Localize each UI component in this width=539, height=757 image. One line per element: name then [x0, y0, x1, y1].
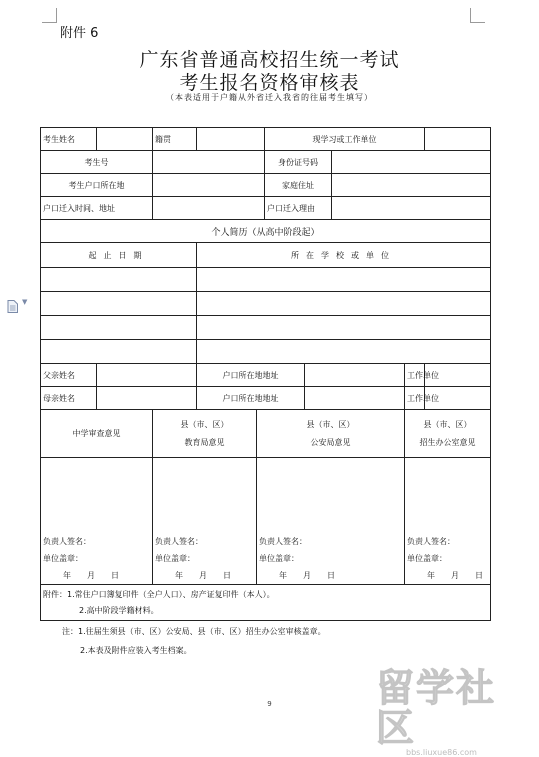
father-work-label: 工作单位	[405, 364, 425, 387]
signature-seal-label: 单位盖章：	[43, 554, 83, 563]
opinion-header-admissions	[405, 410, 491, 458]
signature-person-label: 负责人签名：	[43, 537, 91, 546]
resume-school-cell[interactable]	[197, 292, 491, 316]
watermark-logo	[376, 666, 531, 757]
page-title: 广东省普通高校招生统一考试	[139, 49, 400, 71]
mother-name-value[interactable]	[97, 387, 197, 410]
mother-hukou-label: 户口所在地地址	[197, 387, 305, 410]
hukou-location-label: 考生户口所在地	[41, 174, 153, 197]
page-subtitle: （本表适用于户籍从外省迁入我省的往届考生填写）	[166, 93, 373, 102]
resume-section-title: 个人简历（从高中阶段起）	[41, 220, 491, 243]
resume-row	[41, 268, 491, 292]
attachment-item: 2.高中阶段学籍材料。	[79, 605, 159, 615]
resume-school-cell[interactable]	[197, 316, 491, 340]
opinion-education-title: 县（市、区）	[180, 419, 229, 429]
resume-school-cell[interactable]	[197, 340, 491, 364]
move-in-time-label: 户口迁入时间、地址	[41, 197, 153, 220]
resume-header-school: 所在学校或单位	[197, 243, 491, 268]
qualification-form-table	[40, 127, 491, 621]
resume-row	[41, 292, 491, 316]
resume-dates-cell[interactable]	[41, 340, 197, 364]
mother-work-label: 工作单位	[405, 387, 425, 410]
opinion-signature-police[interactable]	[257, 458, 405, 585]
father-hukou-value[interactable]	[305, 364, 405, 387]
opinion-header-police	[257, 410, 405, 458]
watermark-text: 留学社区	[376, 666, 497, 750]
move-in-time-value[interactable]	[153, 197, 265, 220]
resume-row	[41, 316, 491, 340]
signature-date-label: 年 月 日	[175, 571, 231, 580]
resume-dates-cell[interactable]	[41, 292, 197, 316]
home-address-value[interactable]	[332, 174, 491, 197]
opinion-signature-school[interactable]	[41, 458, 153, 585]
opinion-header-education	[153, 410, 257, 458]
page-corner-mark-right	[470, 8, 485, 23]
move-in-reason-label: 户口迁入理由	[265, 197, 332, 220]
opinion-education-subtitle: 教育局意见	[184, 437, 225, 447]
exam-number-label: 考生号	[41, 151, 153, 174]
attachment-item: 1.常住户口簿复印件（全户人口）、房产证复印件（本人）。	[67, 589, 275, 599]
opinion-signature-admissions[interactable]	[405, 458, 491, 585]
note-line: 2.本表及附件应装入考生档案。	[80, 646, 192, 655]
signature-person-label: 负责人签名：	[407, 537, 456, 546]
document-icon[interactable]	[7, 298, 18, 311]
move-in-reason-value[interactable]	[332, 197, 491, 220]
opinion-admissions-title: 县（市、区）	[423, 419, 472, 429]
opinion-admissions-subtitle: 招生办公室意见	[419, 437, 476, 447]
id-number-value[interactable]	[332, 151, 491, 174]
opinion-signature-education[interactable]	[153, 458, 257, 585]
home-address-label: 家庭住址	[265, 174, 332, 197]
resume-row	[41, 340, 491, 364]
signature-seal-label: 单位盖章：	[155, 554, 195, 563]
attachments-label: 附件：	[43, 589, 67, 599]
school-work-label: 现学习或工作单位	[265, 128, 425, 151]
opinion-police-title: 县（市、区）	[306, 419, 355, 429]
watermark-url: bbs.liuxue86.com	[406, 748, 477, 757]
hukou-location-value[interactable]	[153, 174, 265, 197]
exam-number-value[interactable]	[153, 151, 265, 174]
resume-school-cell[interactable]	[197, 268, 491, 292]
opinion-school-title: 中学审查意见	[72, 429, 121, 438]
father-hukou-label: 户口所在地地址	[197, 364, 305, 387]
mother-name-label: 母亲姓名	[41, 387, 97, 410]
signature-seal-label: 单位盖章：	[407, 554, 448, 563]
opinion-police-subtitle: 公安局意见	[310, 437, 351, 447]
father-name-value[interactable]	[97, 364, 197, 387]
mother-hukou-value[interactable]	[305, 387, 405, 410]
attachments-cell	[41, 585, 491, 621]
opinion-header-school	[41, 410, 153, 458]
name-label: 考生姓名	[41, 128, 97, 151]
name-value[interactable]	[97, 128, 153, 151]
page-number: 9	[267, 700, 272, 708]
id-number-label: 身份证号码	[265, 151, 332, 174]
signature-seal-label: 单位盖章：	[259, 554, 299, 563]
native-place-value[interactable]	[197, 128, 265, 151]
resume-dates-cell[interactable]	[41, 316, 197, 340]
school-work-value[interactable]	[425, 128, 491, 151]
attachment-label: 附件 6	[60, 26, 99, 41]
chevron-down-icon[interactable]: ▼	[22, 298, 28, 306]
father-name-label: 父亲姓名	[41, 364, 97, 387]
signature-date-label: 年 月 日	[427, 571, 484, 580]
signature-date-label: 年 月 日	[63, 571, 119, 580]
page-title-line2: 考生报名资格审核表	[179, 72, 360, 94]
notes-block	[62, 622, 326, 660]
resume-dates-cell[interactable]	[41, 268, 197, 292]
resume-header-dates: 起止日期	[41, 243, 197, 268]
signature-date-label: 年 月 日	[279, 571, 335, 580]
signature-person-label: 负责人签名：	[155, 537, 203, 546]
signature-person-label: 负责人签名：	[259, 537, 307, 546]
note-line: 注：1.往届生须县（市、区）公安局、县（市、区）招生办公室审核盖章。	[62, 627, 326, 636]
native-place-label: 籍贯	[153, 128, 197, 151]
page-corner-mark-left	[42, 8, 57, 23]
